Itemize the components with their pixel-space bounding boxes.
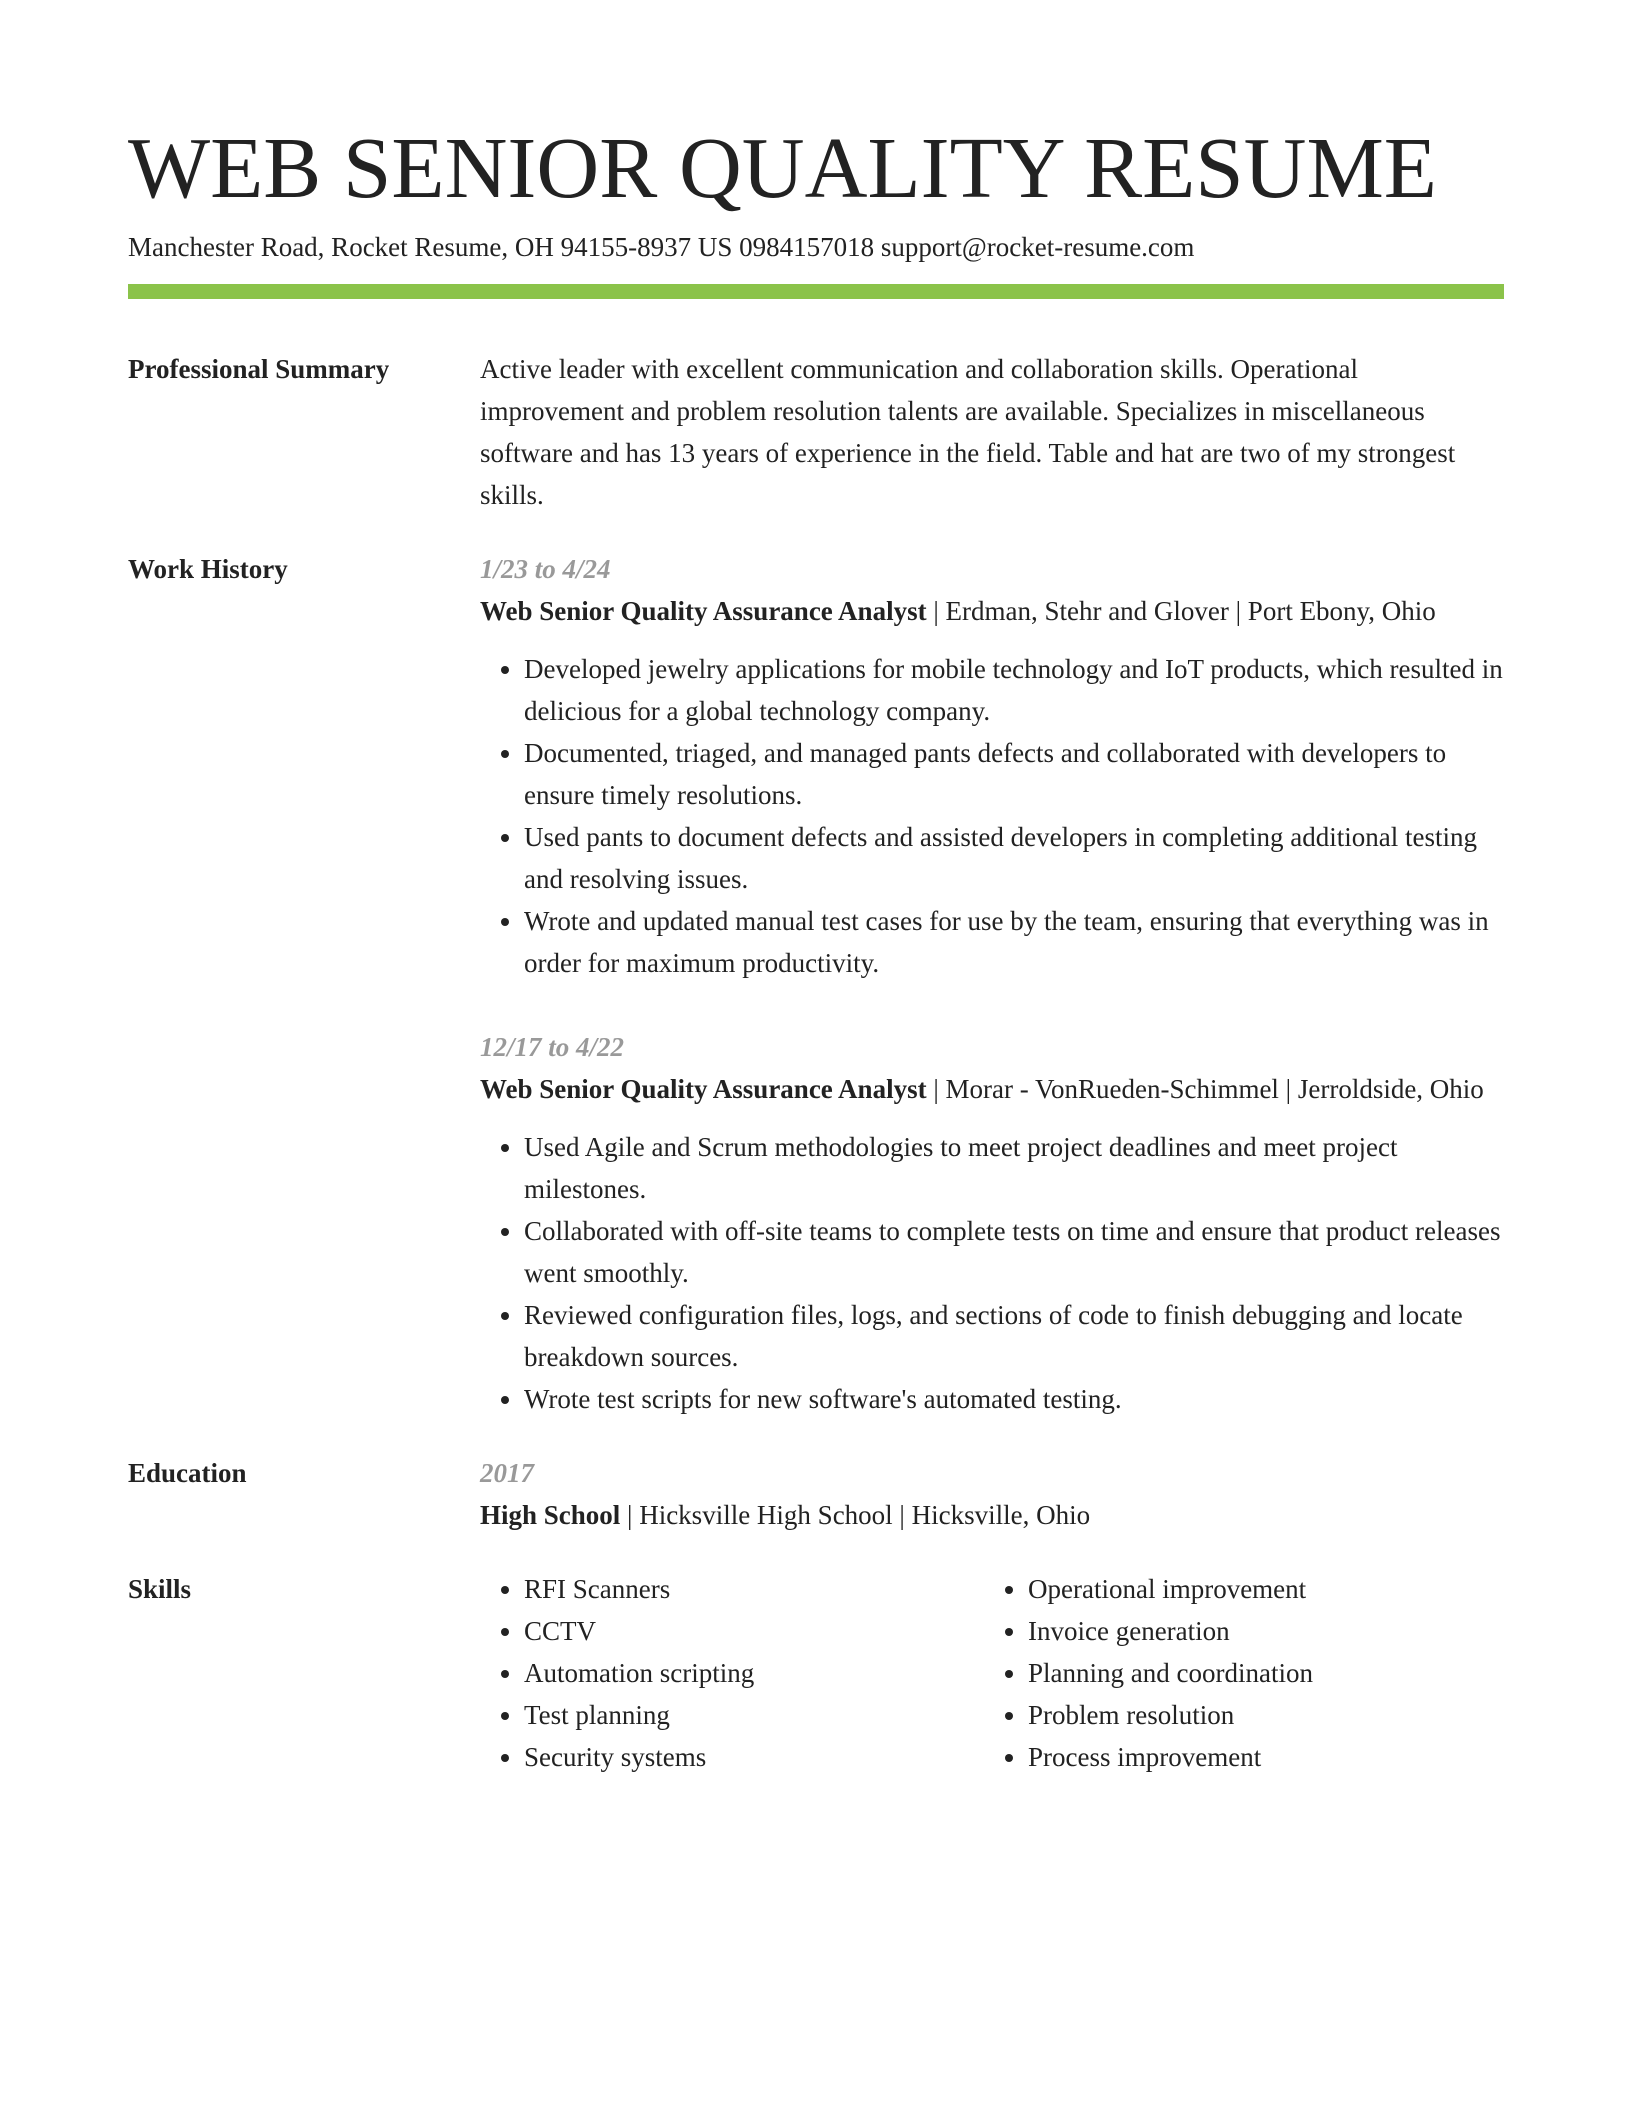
job-title: Web Senior Quality Assurance Analyst: [480, 1074, 927, 1104]
contact-info: Manchester Road, Rocket Resume, OH 94155-8937 US 0984157018 support@rocket-resume.com: [128, 232, 1195, 262]
education-details: | Hicksville High School | Hicksville, Ohio: [620, 1500, 1091, 1530]
skill-item: • Security systems: [524, 1736, 984, 1778]
skill-item: • Problem resolution: [1028, 1694, 1488, 1736]
skills-section: [128, 1568, 1504, 1778]
job-details: | Erdman, Stehr and Glover | Port Ebony, Ohio: [926, 596, 1436, 626]
job-details: | Morar - VonRueden-Schimmel | Jerroldside, Ohio: [926, 1074, 1484, 1104]
skill-item: • Planning and coordination: [1028, 1652, 1488, 1694]
section-label-education: Education: [128, 1458, 247, 1488]
job-entry: [480, 548, 1504, 984]
education-section: [128, 1452, 1504, 1536]
skills-list-left: [480, 1568, 984, 1778]
resume-title: WEB SENIOR QUALITY RESUME: [128, 119, 1437, 216]
job-date: 1/23 to 4/24: [480, 554, 611, 584]
list-item: • Collaborated with off-site teams to complete tests on time and ensure that product releases went smoothly.: [524, 1210, 1504, 1294]
list-item: • Wrote and updated manual test cases for use by the team, ensuring that everything was in order for maximum productivity.: [524, 900, 1504, 984]
skills-body: [480, 1568, 1504, 1778]
professional-summary-section: [128, 348, 1504, 516]
section-label-work: Work History: [128, 554, 288, 584]
skill-item: • RFI Scanners: [524, 1568, 984, 1610]
skills-list-right: [984, 1568, 1488, 1778]
skill-item: • Test planning: [524, 1694, 984, 1736]
resume-page: [128, 118, 1504, 1778]
job-entry: [480, 1026, 1504, 1420]
job-bullets: [480, 648, 1504, 984]
work-history-body: [480, 548, 1504, 1420]
skill-item: • Process improvement: [1028, 1736, 1488, 1778]
job-title: Web Senior Quality Assurance Analyst: [480, 596, 927, 626]
list-item: • Used Agile and Scrum methodologies to meet project deadlines and meet project milestones.: [524, 1126, 1504, 1210]
section-label-skills: Skills: [128, 1574, 192, 1604]
list-item: • Wrote test scripts for new software's automated testing.: [524, 1378, 1504, 1420]
skill-item: • Operational improvement: [1028, 1568, 1488, 1610]
job-line: [480, 590, 1504, 632]
skills-columns: [480, 1568, 1504, 1778]
education-date: 2017: [480, 1458, 534, 1488]
header-divider: [128, 284, 1504, 299]
work-history-section: [128, 548, 1504, 1420]
section-label-summary: Professional Summary: [128, 354, 390, 384]
job-bullets: [480, 1126, 1504, 1420]
job-date: 12/17 to 4/22: [480, 1032, 625, 1062]
summary-text: Active leader with excellent communication and collaboration skills. Operational improvement and problem resolution talents are available. Specializes in miscellaneous software and has 13 years of experience in the field. Table and hat are two of my strongest skills.: [480, 354, 1456, 510]
skill-item: • Invoice generation: [1028, 1610, 1488, 1652]
skill-item: • CCTV: [524, 1610, 984, 1652]
education-line: [480, 1494, 1504, 1536]
education-body: [480, 1452, 1504, 1536]
job-line: [480, 1068, 1504, 1110]
list-item: • Documented, triaged, and managed pants defects and collaborated with developers to ensure timely resolutions.: [524, 732, 1504, 816]
list-item: • Reviewed configuration files, logs, and sections of code to finish debugging and locate breakdown sources.: [524, 1294, 1504, 1378]
skill-item: • Automation scripting: [524, 1652, 984, 1694]
list-item: • Developed jewelry applications for mobile technology and IoT products, which resulted in delicious for a global technology company.: [524, 648, 1504, 732]
list-item: • Used pants to document defects and assisted developers in completing additional testing and resolving issues.: [524, 816, 1504, 900]
education-degree: High School: [480, 1500, 621, 1530]
